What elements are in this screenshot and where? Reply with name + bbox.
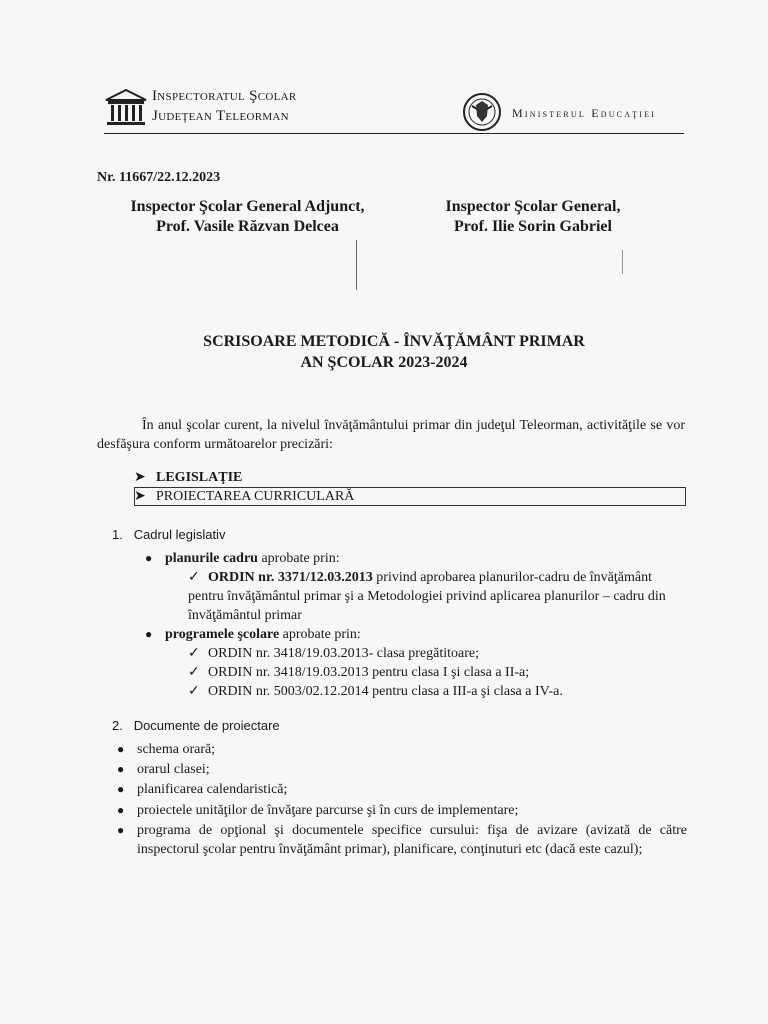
left-signatory-title: Inspector Şcolar General Adjunct, <box>130 198 365 215</box>
list-item: ● programele şcolare aprobate prin: <box>145 627 361 642</box>
bullet-icon: ● <box>117 782 125 796</box>
ministry-crest-icon <box>462 92 502 132</box>
list-item: ● orarul clasei; <box>117 762 210 777</box>
bullet-icon: ● <box>117 803 125 817</box>
section-item-proiectare: ➤ PROIECTAREA CURRICULARĂ <box>134 489 355 504</box>
ministry-name: Ministerul Educaţiei <box>512 106 657 120</box>
signature-mark <box>356 240 357 290</box>
bullet-icon: ● <box>145 627 153 641</box>
inspectorat-logo-icon <box>104 88 148 128</box>
section-heading-2: 2. Documente de proiectare <box>112 718 280 733</box>
header-divider <box>104 133 684 134</box>
document-subtitle: AN ŞCOLAR 2023-2024 <box>300 354 468 371</box>
checkmark-icon: ✓ <box>188 646 200 661</box>
section-heading-1: 1. Cadrul legislativ <box>112 527 226 542</box>
document-number: Nr. 11667/22.12.2023 <box>97 170 221 185</box>
signature-mark <box>622 250 623 274</box>
section-item-legislatie: ➤ LEGISLAŢIE <box>134 470 243 485</box>
right-signatory-title: Inspector Şcolar General, <box>445 198 621 215</box>
intro-paragraph: În anul şcolar curent, la nivelul învăţământului primar din judeţul Teleorman, activităţile se vor desfăşura conform următoarelor precizări: <box>97 418 685 452</box>
list-item: ✓ ORDIN nr. 3371/12.03.2013 privind aprobarea planurilor-cadru de învăţământ pentru învăţământul primar şi a Metodologiei privind aplicarea planurilor – cadru din învăţământul primar <box>188 570 666 623</box>
checkmark-icon: ✓ <box>188 570 200 585</box>
right-signatory-name: Prof. Ilie Sorin Gabriel <box>454 218 612 235</box>
list-item: ✓ ORDIN nr. 3418/19.03.2013 pentru clasa I şi clasa a II-a; <box>188 665 530 680</box>
checkmark-icon: ✓ <box>188 665 200 680</box>
bullet-icon: ● <box>145 551 153 565</box>
bullet-icon: ● <box>117 762 125 776</box>
list-item: ● planurile cadru aprobate prin: <box>145 551 340 566</box>
list-item: ● programa de opţional şi documentele specifice cursului: fişa de avizare (avizată de către inspectorul şcolar pentru învăţământ primar), planificare, conţinuturi etc (dacă este cazul); <box>117 823 687 857</box>
arrow-right-icon: ➤ <box>134 470 146 485</box>
inspectorat-name-line2: Judeţean Teleorman <box>152 108 289 124</box>
list-item: ✓ ORDIN nr. 3418/19.03.2013- clasa pregătitoare; <box>188 646 479 661</box>
list-item: ● schema orară; <box>117 742 216 757</box>
list-item: ✓ ORDIN nr. 5003/02.12.2014 pentru clasa a III-a şi clasa a IV-a. <box>188 684 563 699</box>
list-item: ● planificarea calendaristică; <box>117 782 288 797</box>
checkmark-icon: ✓ <box>188 684 200 699</box>
left-signatory-name: Prof. Vasile Răzvan Delcea <box>156 218 339 235</box>
inspectorat-name-line1: Inspectoratul Şcolar <box>152 88 297 104</box>
bullet-icon: ● <box>117 742 125 756</box>
bullet-icon: ● <box>117 823 125 837</box>
list-item: ● proiectele unităţilor de învăţare parcurse şi în curs de implementare; <box>117 803 519 818</box>
document-title: SCRISOARE METODICĂ - ÎNVĂŢĂMÂNT PRIMAR <box>203 333 585 350</box>
arrow-right-icon: ➤ <box>134 489 146 504</box>
